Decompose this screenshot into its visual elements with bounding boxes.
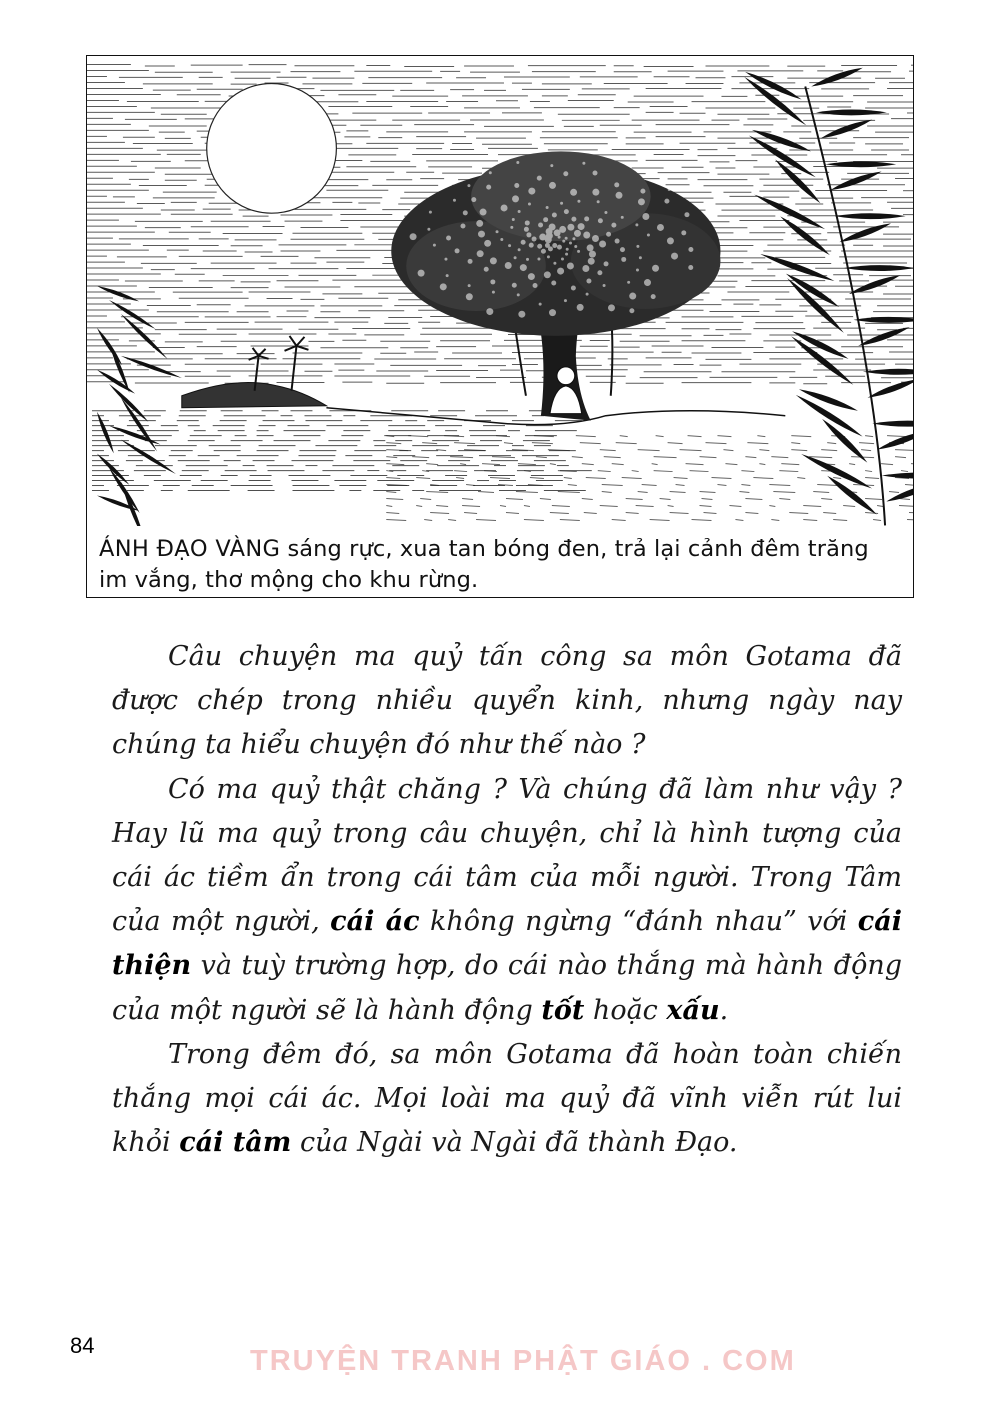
emphasis-bad-deed: xấu [666,994,720,1026]
paragraph-3: Trong đêm đó, sa môn Gotama đã hoàn toàn chiến thắng mọi cái ác. Mọi loài ma quỷ đã vĩnh viễn rút lui khỏi cái tâm của Ngài và Ngài đã thành Đạo. [112,1038,902,1159]
emphasis-good-deed: tốt [541,994,585,1026]
caption-lead: ÁNH ĐẠO VÀNG [99,536,281,562]
illustration-panel [86,55,914,598]
paragraph-2: Có ma quỷ thật chăng ? Và chúng đã làm như vậy ? Hay lũ ma quỷ trong câu chuyện, chỉ là hình tượng của cái ác tiềm ẩn trong cái tâm của mỗi người. Trong Tâm của một người, cái ác không ngừng “đánh nhau” với cái thiện và tuỳ trường hợp, do cái nào thắng mà hành động của một người sẽ là hành động tốt hoặc xấu. [112,773,902,1026]
emphasis-evil: cái ác [330,906,420,938]
moonlit-forest-illustration [87,56,913,526]
bamboo-leaves-right [744,68,913,526]
page-number: 84 [70,1333,95,1358]
full-moon [207,84,337,214]
illustration-caption [99,534,904,596]
emphasis-mind: cái tâm [179,1127,292,1159]
paragraph-1: Câu chuyện ma quỷ tấn công sa môn Gotama đã được chép trong nhiều quyển kinh, nhưng ngày nay chúng ta hiểu chuyện đó như thế nào ? [112,641,902,761]
ground-texture [386,436,913,521]
story-text [112,635,902,1165]
emphasis-good: cái thiện [112,906,902,982]
river-water [92,411,592,491]
site-watermark: TRUYỆN TRANH PHẬT GIÁO . COM [250,1345,796,1377]
caption-text: sáng rực, xua tan bóng đen, trả lại cảnh đêm trăng im vắng, thơ mộng cho khu rừng. [99,536,869,593]
bodhi-tree [391,151,720,420]
